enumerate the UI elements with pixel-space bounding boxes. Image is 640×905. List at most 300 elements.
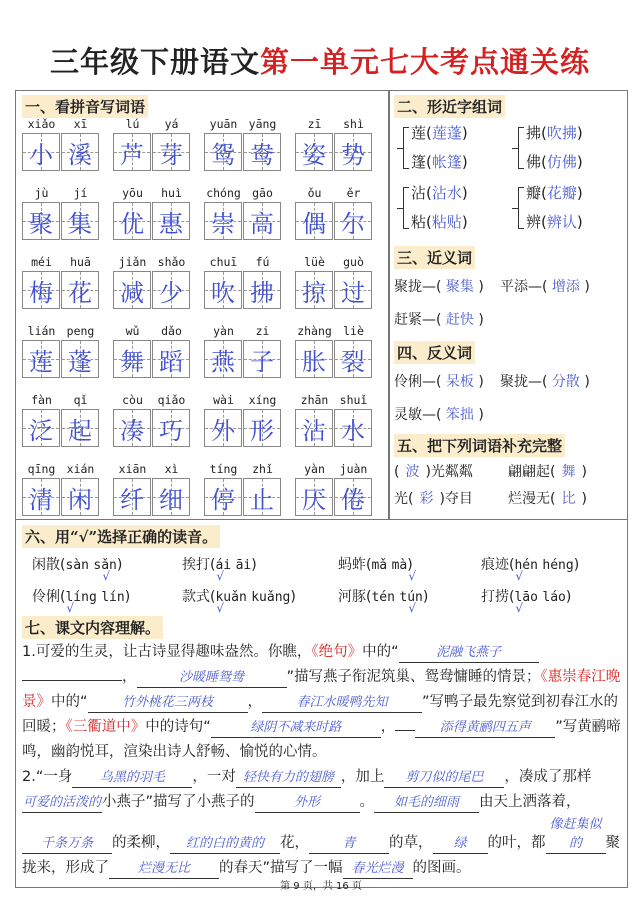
word: 痕迹 — [481, 557, 509, 573]
word-group — [204, 117, 282, 171]
option: tén — [371, 590, 395, 605]
handwritten-char: 掠 — [302, 278, 326, 307]
text: ，加上 — [340, 769, 385, 785]
prefix: 翩翩起( — [508, 464, 556, 480]
handwritten-char: 崇 — [211, 209, 235, 238]
answer-blank: 外形 — [255, 793, 360, 813]
answer: 粘贴 — [431, 213, 462, 231]
tianzige-cell — [295, 409, 333, 447]
pinyin-syllable: xī — [73, 117, 88, 131]
word-group — [22, 393, 100, 447]
text: 中的“ — [51, 694, 88, 710]
char-cells — [204, 271, 282, 309]
tianzige-cell — [152, 202, 190, 240]
char: 瓣 — [526, 184, 542, 202]
s4-item: 聚拢—( 分散 ) — [500, 374, 590, 390]
handwritten-char: 聚 — [29, 209, 53, 238]
handwritten-char: 纤 — [120, 485, 144, 514]
tianzige-cell — [152, 409, 190, 447]
handwritten-char: 形 — [250, 416, 274, 445]
handwritten-char: 厌 — [302, 485, 326, 514]
tianzige-cell — [204, 133, 242, 171]
text: 花， — [280, 835, 309, 851]
tianzige-cell — [204, 409, 242, 447]
tianzige-cell — [22, 271, 60, 309]
pinyin — [295, 186, 373, 202]
char: 粘 — [411, 213, 427, 231]
word: 伶俐 — [32, 589, 60, 605]
pinyin-syllable: còu — [122, 393, 143, 407]
handwritten-char: 蓬 — [68, 347, 92, 376]
tianzige-cell — [243, 409, 281, 447]
checkmark-icon: √ — [102, 569, 111, 583]
tianzige-cell — [22, 409, 60, 447]
tianzige-cell — [295, 340, 333, 378]
handwritten-char: 惠 — [159, 209, 183, 238]
tianzige-cell — [152, 133, 190, 171]
text: 2.“一身 — [22, 769, 73, 785]
handwritten-char: 过 — [341, 278, 365, 307]
handwritten-char: 子 — [250, 347, 274, 376]
handwritten-char: 花 — [68, 278, 92, 307]
pinyin-syllable: jù — [34, 186, 49, 200]
char-cells — [113, 202, 191, 240]
word-group — [204, 324, 282, 378]
word: 蚂蚱 — [338, 557, 366, 573]
section3-heading: 三、近义词 — [394, 246, 475, 269]
pinyin-syllable: zhān — [300, 393, 329, 407]
tianzige-cell — [22, 133, 60, 171]
pinyin-syllable: zī — [307, 117, 322, 131]
s3-item: 聚拢—( 聚集 ) — [394, 279, 484, 295]
text: ， — [380, 719, 396, 735]
text: 的叶，都 — [487, 835, 546, 851]
s3-item: 平添—( 增添 ) — [500, 279, 590, 295]
tianzige-cell — [22, 340, 60, 378]
answer: 辨认 — [546, 213, 577, 231]
bracket-icon — [518, 187, 524, 229]
text: ，一对 — [192, 769, 236, 785]
answer: 吹拂 — [546, 124, 577, 142]
answer: 帐篷 — [431, 153, 462, 171]
pinyin-syllable: xíng — [248, 393, 277, 407]
pinyin-syllable: fàn — [31, 393, 52, 407]
handwritten-char: 集 — [68, 209, 92, 238]
pinyin — [204, 393, 282, 409]
pinyin — [22, 255, 100, 271]
char-cells — [22, 133, 100, 171]
char-cells — [22, 409, 100, 447]
answer: 舞 — [561, 464, 576, 480]
suffix: )光粼粼 — [425, 464, 473, 480]
pinyin-syllable: tíng — [209, 462, 238, 476]
pinyin — [22, 462, 100, 478]
text: ， — [122, 669, 137, 685]
pinyin — [295, 255, 373, 271]
pinyin — [204, 186, 282, 202]
top-panel — [15, 90, 628, 520]
pair-line: 粘(粘贴) — [411, 213, 468, 231]
option: hén — [514, 558, 538, 573]
handwritten-char: 芽 — [159, 140, 183, 169]
tianzige-cell — [204, 202, 242, 240]
char-cells — [113, 409, 191, 447]
pinyin-syllable: wǔ — [125, 324, 140, 338]
char-cells — [113, 340, 191, 378]
answer-blank: 绿阴不减来时路 — [211, 718, 381, 738]
pair-line: 沾(沾水) — [411, 184, 468, 202]
char-pair — [411, 119, 468, 177]
handwritten-char: 倦 — [341, 485, 365, 514]
handwritten-char: 溪 — [68, 140, 92, 169]
answer: 莲蓬 — [431, 124, 462, 142]
tianzige-cell — [334, 133, 372, 171]
handwritten-char: 裂 — [341, 347, 365, 376]
option: mǎ — [371, 558, 388, 573]
answer-blank: 春光烂漫 — [343, 859, 413, 879]
char-pair — [526, 119, 583, 177]
handwritten-char: 势 — [341, 140, 365, 169]
tianzige-cell — [152, 271, 190, 309]
tianzige-cell — [334, 409, 372, 447]
text: 小燕子”描写了小燕子的 — [102, 794, 255, 810]
idiom-item — [508, 488, 587, 508]
word-group — [22, 462, 100, 516]
option: āi — [235, 558, 252, 573]
tianzige-cell — [61, 409, 99, 447]
pinyin-syllable: qiǎo — [157, 393, 186, 407]
handwritten-char: 尔 — [341, 209, 365, 238]
pinyin — [22, 117, 100, 133]
pinyin — [204, 324, 282, 340]
pronunciation-item: 打捞(lāo √ láo) — [481, 589, 572, 615]
char-cells — [204, 478, 282, 516]
text: 的柔柳， — [112, 835, 170, 851]
pinyin — [22, 324, 100, 340]
answer: 呆板 — [445, 374, 474, 390]
answer: 彩 — [419, 491, 434, 507]
handwritten-char: 高 — [250, 209, 274, 238]
handwritten-char: 停 — [211, 485, 235, 514]
answer-blank: 千条万条 — [22, 834, 112, 854]
pinyin-syllable: zhǐ — [252, 462, 273, 476]
tianzige-cell — [243, 202, 281, 240]
char-pair — [411, 179, 468, 237]
char-cells — [204, 340, 282, 378]
checkmark-icon: √ — [515, 601, 524, 615]
section6-heading: 六、用“√”选择正确的读音。 — [22, 525, 220, 548]
section5-heading: 五、把下列词语补充完整 — [394, 434, 565, 457]
checkmark-icon: √ — [408, 569, 417, 583]
s4-item: 伶俐—( 呆板 ) — [394, 374, 484, 390]
tianzige-cell — [61, 202, 99, 240]
answer: 比 — [561, 491, 576, 507]
pinyin — [113, 324, 191, 340]
suffix: ) — [581, 491, 587, 507]
pinyin-syllable: huā — [70, 255, 91, 269]
option: lāo — [514, 590, 538, 605]
word: 伶俐 — [394, 374, 422, 390]
option: sǎn — [93, 558, 117, 573]
word-group — [295, 255, 373, 309]
text: 1.可爱的生灵，让古诗显得趣味盎然。你瞧， — [22, 644, 312, 660]
answer-blank: 竹外桃花三两枝 — [88, 693, 248, 713]
pinyin-syllable: yá — [164, 117, 179, 131]
text: ， — [247, 694, 263, 710]
pinyin-syllable: xián — [66, 462, 95, 476]
section7-heading: 七、课文内容理解。 — [22, 616, 163, 639]
option: lín — [101, 590, 125, 605]
answer-blank — [22, 680, 122, 681]
word-group — [113, 255, 191, 309]
s3-item: 赶紧—( 赶快 ) — [394, 312, 484, 328]
poem-title: 《三衢道中》 — [65, 719, 146, 735]
char-cells — [295, 202, 373, 240]
char: 莲 — [411, 124, 427, 142]
char: 佛 — [526, 153, 542, 171]
tianzige-cell — [61, 133, 99, 171]
word: 挨打 — [182, 557, 210, 573]
pair-line: 佛(仿佛) — [526, 153, 583, 171]
answer-blank: 如毛的细雨 — [374, 793, 479, 813]
prefix: ( — [394, 464, 400, 480]
char-cells — [204, 133, 282, 171]
pair-line: 瓣(花瓣) — [526, 184, 583, 202]
tianzige-cell — [295, 478, 333, 516]
pinyin-syllable: yāng — [248, 117, 277, 131]
pinyin-syllable: huì — [161, 186, 182, 200]
answer-blank — [395, 730, 415, 731]
tianzige-cell — [113, 340, 151, 378]
text: 的春天”描写了一幅 — [219, 860, 343, 876]
checkmark-icon: √ — [66, 601, 75, 615]
tianzige-cell — [243, 133, 281, 171]
pinyin-syllable: dǎo — [161, 324, 182, 338]
char-cells — [295, 478, 373, 516]
char-cells — [113, 271, 191, 309]
answer: 沾水 — [431, 184, 462, 202]
pinyin-syllable: peng — [66, 324, 95, 338]
tianzige-cell — [113, 271, 151, 309]
handwritten-char: 梅 — [29, 278, 53, 307]
tianzige-cell — [243, 271, 281, 309]
answer-blank: 沙暖睡鸳鸯 — [137, 668, 287, 688]
handwritten-char: 闲 — [68, 485, 92, 514]
poem-title: 《绝句》 — [311, 644, 363, 660]
word-group — [204, 255, 282, 309]
pinyin-syllable: xiǎo — [27, 117, 56, 131]
char-cells — [295, 340, 373, 378]
tianzige-cell — [243, 478, 281, 516]
word-group — [295, 324, 373, 378]
char-cells — [204, 409, 282, 447]
char-cells — [113, 133, 191, 171]
word-group — [295, 186, 373, 240]
handwritten-char: 外 — [211, 416, 235, 445]
handwritten-char: 优 — [120, 209, 144, 238]
suffix: )夺目 — [439, 491, 473, 507]
handwritten-char: 燕 — [211, 347, 235, 376]
bracket-icon — [403, 187, 409, 229]
pinyin-syllable: jí — [73, 186, 88, 200]
tianzige-cell — [204, 340, 242, 378]
tianzige-cell — [334, 271, 372, 309]
pinyin-syllable: chóng — [206, 186, 241, 200]
text: 的草， — [389, 835, 433, 851]
handwritten-char: 泛 — [29, 416, 53, 445]
text-comprehension — [22, 640, 622, 881]
char-pair — [526, 179, 583, 237]
prefix: 光( — [394, 491, 414, 507]
suffix: ) — [581, 464, 587, 480]
pinyin-syllable: ǒu — [307, 186, 322, 200]
answer: 增添 — [551, 279, 580, 295]
tianzige-cell — [334, 202, 372, 240]
text: 聚拢来，形成了 — [22, 835, 620, 876]
handwritten-char: 巧 — [159, 416, 183, 445]
checkmark-icon: √ — [515, 569, 524, 583]
pinyin-syllable: yuān — [209, 117, 238, 131]
char-cells — [295, 409, 373, 447]
text: ，凑成了那样 — [504, 769, 592, 785]
tianzige-cell — [61, 340, 99, 378]
word: 聚拢 — [394, 279, 422, 295]
tianzige-cell — [334, 340, 372, 378]
pinyin-syllable: gāo — [252, 186, 273, 200]
char-cells — [22, 340, 100, 378]
char-cells — [22, 271, 100, 309]
divider — [388, 91, 390, 519]
pair-line: 篷(帐篷) — [411, 153, 468, 171]
char: 篷 — [411, 153, 427, 171]
idiom-item — [508, 461, 587, 481]
pinyin-syllable: wài — [213, 393, 234, 407]
tianzige-cell — [22, 202, 60, 240]
bracket-icon — [518, 127, 524, 169]
option: mà — [391, 558, 408, 573]
tianzige-cell — [204, 478, 242, 516]
answer: 仿佛 — [546, 153, 577, 171]
idiom-item — [394, 461, 473, 481]
answer-blank: 像赶集似的 — [546, 815, 606, 854]
answer-blank: 绿 — [433, 834, 488, 854]
handwritten-char: 姿 — [302, 140, 326, 169]
handwritten-char: 吹 — [211, 278, 235, 307]
word: 款式 — [182, 589, 210, 605]
pinyin — [113, 255, 191, 271]
pinyin — [113, 393, 191, 409]
pair-line: 拂(吹拂) — [526, 124, 583, 142]
tianzige-cell — [243, 340, 281, 378]
pinyin-syllable: guò — [343, 255, 364, 269]
answer-blank: 红的白的黄的 — [170, 834, 280, 854]
answer-blank: 剪刀似的尾巴 — [384, 768, 504, 788]
pinyin — [204, 117, 282, 133]
pinyin-syllable: lián — [27, 324, 56, 338]
tianzige-cell — [334, 478, 372, 516]
pronunciation-item: 痕迹(hén √ héng) — [481, 557, 580, 583]
pinyin — [204, 255, 282, 271]
option: héng — [542, 558, 574, 573]
pair-line: 辨(辨认) — [526, 213, 583, 231]
bottom-panel — [15, 520, 628, 892]
answer: 花瓣 — [546, 184, 577, 202]
handwritten-char: 止 — [250, 485, 274, 514]
tianzige-cell — [22, 478, 60, 516]
handwritten-char: 舞 — [120, 347, 144, 376]
answer-blank: 乌黑的羽毛 — [72, 768, 192, 788]
word: 河豚 — [338, 589, 366, 605]
pinyin-syllable: zi — [255, 324, 270, 338]
handwritten-char: 拂 — [250, 278, 274, 307]
tianzige-cell — [113, 478, 151, 516]
checkmark-icon: √ — [408, 601, 417, 615]
answer: 波 — [405, 464, 420, 480]
handwritten-char: 芦 — [120, 140, 144, 169]
page-title: 三年级下册语文第一单元七大考点通关练 — [49, 45, 591, 79]
char: 辨 — [526, 213, 542, 231]
paragraph — [22, 640, 622, 765]
handwritten-char: 水 — [341, 416, 365, 445]
pinyin — [295, 462, 373, 478]
pinyin-syllable: xiān — [118, 462, 147, 476]
pronunciation-item: 蚂蚱(mǎ mà √ ) — [338, 557, 417, 583]
answer: 聚集 — [445, 279, 474, 295]
tianzige-cell — [295, 133, 333, 171]
word: 打捞 — [481, 589, 509, 605]
word-group — [113, 186, 191, 240]
word: 闲散 — [32, 557, 60, 573]
pinyin — [113, 186, 191, 202]
option: láo — [542, 590, 566, 605]
word: 赶紧 — [394, 312, 422, 328]
char-cells — [204, 202, 282, 240]
word-group — [113, 462, 191, 516]
text: 中的诗句“ — [145, 719, 211, 735]
pinyin-syllable: shǎo — [157, 255, 186, 269]
s4-item: 灵敏—( 笨拙 ) — [394, 407, 484, 423]
answer-blank: 轻快有力的翅膀 — [236, 768, 341, 788]
word-group — [295, 462, 373, 516]
bracket-icon — [403, 127, 409, 169]
word-group — [22, 324, 100, 378]
option: kuǎng — [251, 590, 291, 605]
word-group — [295, 117, 373, 171]
answer: 分散 — [551, 374, 580, 390]
answer-blank: 添得黄鹂四五声 — [415, 718, 555, 738]
text: 。 — [359, 794, 375, 810]
char: 沾 — [411, 184, 427, 202]
handwritten-char: 胀 — [302, 347, 326, 376]
pinyin-syllable: yōu — [122, 186, 143, 200]
text: ”写鸭子最先察觉到初春江水的回暖； — [22, 694, 619, 735]
option: tún — [399, 590, 423, 605]
tianzige-cell — [61, 478, 99, 516]
tianzige-cell — [113, 202, 151, 240]
handwritten-char: 清 — [29, 485, 53, 514]
char-cells — [22, 202, 100, 240]
text: 中的“ — [362, 644, 399, 660]
word-group — [22, 186, 100, 240]
tianzige-cell — [152, 340, 190, 378]
answer-blank: 烂漫无比 — [109, 859, 219, 879]
tianzige-cell — [152, 478, 190, 516]
char-cells — [22, 478, 100, 516]
tianzige-cell — [295, 202, 333, 240]
word: 平添 — [500, 279, 528, 295]
word-group — [22, 255, 100, 309]
handwritten-char: 沾 — [302, 416, 326, 445]
